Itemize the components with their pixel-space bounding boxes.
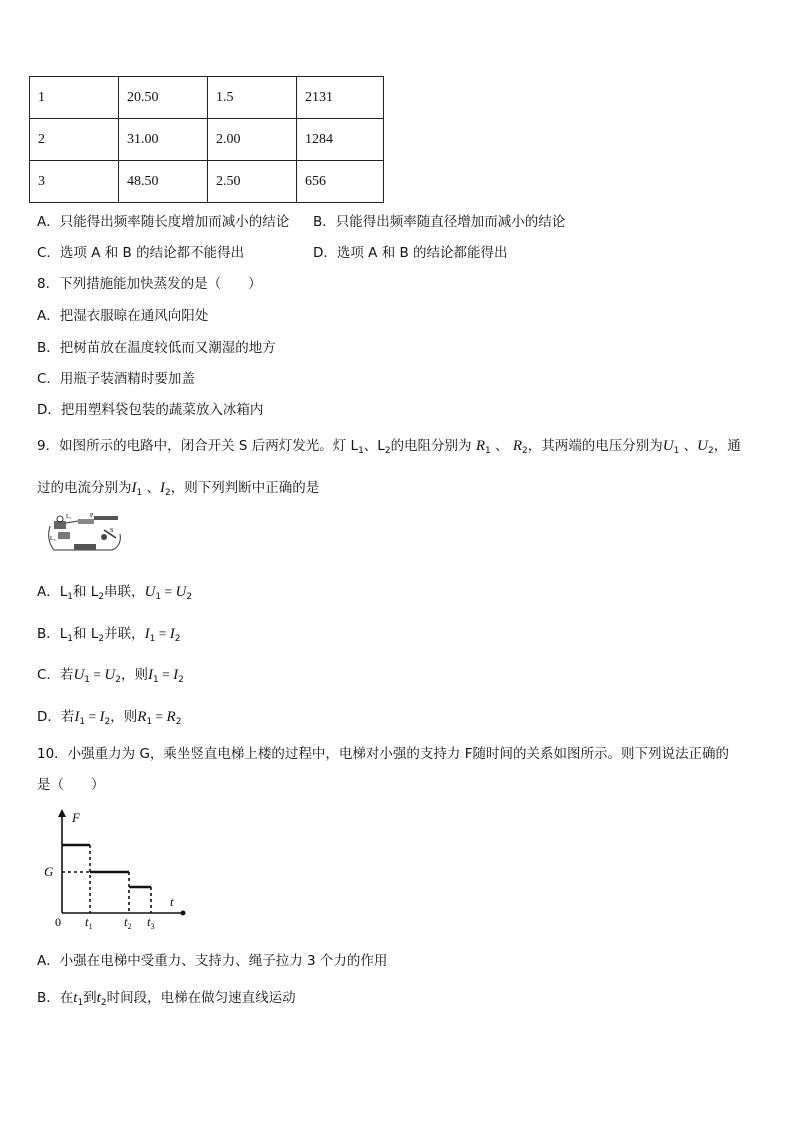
lamp-l2 bbox=[58, 532, 70, 539]
q9-option-b: B．$L_1$和 $L_2$并联，$I_1 = I_2$ bbox=[37, 626, 181, 644]
table-cell: 3 bbox=[30, 161, 119, 203]
q9-stem-text-4: ，通 bbox=[713, 438, 741, 454]
table-cell: 656 bbox=[297, 161, 384, 203]
q9-a-text2: 和 L bbox=[73, 584, 99, 600]
q9-stem-text-3: ，其两端的电压分别为 bbox=[527, 438, 663, 454]
q9-c-text1: C．若 bbox=[37, 667, 74, 683]
q8-option-a: A．把湿衣服晾在通风向阳处 bbox=[37, 308, 209, 324]
label-s: S bbox=[110, 528, 114, 534]
force-time-graph bbox=[38, 805, 188, 930]
label-l2: L₂ bbox=[50, 536, 56, 542]
table-cell: 20.50 bbox=[119, 77, 208, 119]
q10-stem-line2: 是（ ） bbox=[37, 777, 105, 793]
q7-option-c: C．选项 A 和 B 的结论都不能得出 bbox=[37, 245, 245, 261]
table-cell: 2 bbox=[30, 119, 119, 161]
table-row bbox=[30, 77, 384, 119]
table-cell: 1284 bbox=[297, 119, 384, 161]
q9-stem-text-5: 过的电流分别为 bbox=[37, 480, 132, 496]
table-cell: 2131 bbox=[297, 77, 384, 119]
origin-label: 0 bbox=[55, 915, 61, 929]
q9-stem-text-1: 9．如图所示的电路中，闭合开关 S 后两灯发光。灯 L bbox=[37, 438, 359, 454]
q9-option-c: C．若$U_1 = U_2$，则$I_1 = I_2$ bbox=[37, 667, 184, 685]
q10-stem-line1: 10．小强重力为 G，乘坐竖直电梯上楼的过程中，电梯对小强的支持力 F随时间的关系如图所示。则下列说法正确的 bbox=[37, 746, 729, 762]
table-row bbox=[30, 161, 384, 203]
q9-stem-line1: 9．如图所示的电路中，闭合开关 S 后两灯发光。灯 $L_1$、$L_2$的电阻分别为 $R_1$ 、 $R_2$，其两端的电压分别为$U_1$ 、$U_2$，通 bbox=[37, 438, 741, 456]
data-table bbox=[29, 76, 384, 203]
q8-option-c: C．用瓶子装酒精时要加盖 bbox=[37, 371, 195, 387]
table-row bbox=[30, 119, 384, 161]
q10-b-text1: B．在 bbox=[37, 990, 74, 1006]
q8-stem: 8．下列措施能加快蒸发的是（ ） bbox=[37, 276, 262, 292]
q10-b-text2: 到 bbox=[83, 990, 97, 1006]
table-cell: 48.50 bbox=[119, 161, 208, 203]
table-cell: 2.50 bbox=[208, 161, 297, 203]
label-l1: L₁ bbox=[66, 514, 72, 520]
q10-option-a: A．小强在电梯中受重力、支持力、绳子拉力 3 个力的作用 bbox=[37, 953, 388, 969]
q8-option-b: B．把树苗放在温度较低而又潮湿的地方 bbox=[37, 340, 276, 356]
table-cell: 1 bbox=[30, 77, 119, 119]
y-axis-label: F bbox=[72, 810, 80, 825]
x-axis-label: t bbox=[170, 894, 174, 909]
q7-option-d: D．选项 A 和 B 的结论都能得出 bbox=[313, 245, 508, 261]
q10-option-b: B．在$t_1$到$t_2$时间段，电梯在做匀速直线运动 bbox=[37, 990, 296, 1008]
q9-c-text2: ，则 bbox=[120, 667, 148, 683]
y-axis-arrow bbox=[58, 809, 66, 817]
q10-b-text3: 时间段，电梯在做匀速直线运动 bbox=[106, 990, 296, 1006]
q9-stem-text-2: 的电阻分别为 bbox=[390, 438, 472, 454]
q9-b-text2: 和 L bbox=[73, 626, 99, 642]
circuit-figure bbox=[44, 510, 124, 556]
t1-label: $t_1$ bbox=[85, 914, 93, 930]
q9-stem-text-6: ，则下列判断中正确的是 bbox=[170, 480, 320, 496]
q7-option-b: B．只能得出频率随直径增加而减小的结论 bbox=[313, 214, 566, 230]
x-axis-end bbox=[181, 911, 186, 916]
q7-option-a: A．只能得出频率随长度增加而减小的结论 bbox=[37, 214, 290, 230]
q9-a-text3: 串联， bbox=[104, 584, 145, 600]
q9-stem-line2: 过的电流分别为$I_1$ 、$I_2$，则下列判断中正确的是 bbox=[37, 480, 320, 498]
q9-b-text3: 并联， bbox=[104, 626, 145, 642]
label-p: P bbox=[90, 513, 94, 519]
battery bbox=[74, 544, 96, 550]
q9-option-a: A．$L_1$和 $L_2$串联，$U_1 = U_2$ bbox=[37, 584, 193, 602]
g-label: G bbox=[44, 864, 54, 879]
q9-a-text1: A．L bbox=[37, 584, 68, 600]
table-cell: 1.5 bbox=[208, 77, 297, 119]
rheostat bbox=[78, 519, 94, 524]
q8-option-d: D．把用塑料袋包装的蔬菜放入冰箱内 bbox=[37, 402, 264, 418]
q9-d-text2: ，则 bbox=[110, 709, 138, 725]
q9-d-text1: D．若 bbox=[37, 709, 75, 725]
t2-label: $t_2$ bbox=[124, 914, 132, 930]
q9-b-text1: B．L bbox=[37, 626, 68, 642]
table-cell: 31.00 bbox=[119, 119, 208, 161]
table-cell: 2.00 bbox=[208, 119, 297, 161]
t3-label: $t_3$ bbox=[147, 914, 155, 930]
q9-option-d: D．若$I_1 = I_2$，则$R_1 = R_2$ bbox=[37, 709, 182, 727]
